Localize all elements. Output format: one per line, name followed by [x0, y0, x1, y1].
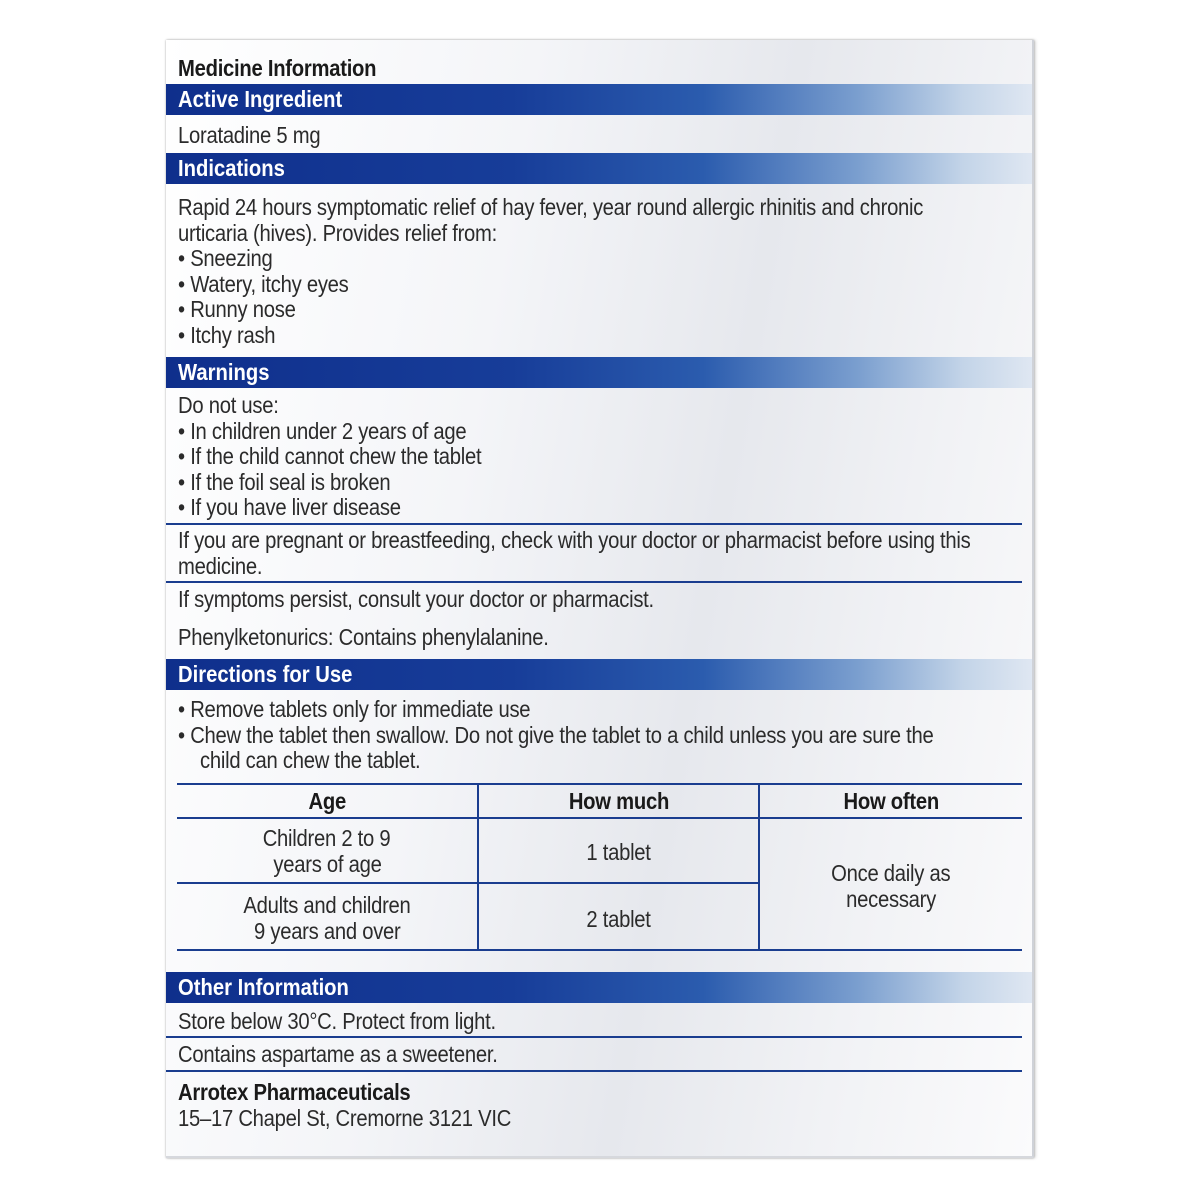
- warnings-intro: Do not use:: [178, 392, 279, 418]
- table-header-how-often: How often: [843, 788, 939, 814]
- storage-text: Store below 30°C. Protect from light.: [178, 1008, 496, 1034]
- table-rule: [177, 949, 1022, 951]
- active-ingredient-heading: Active Ingredient: [178, 86, 343, 112]
- table-cell-frequency: Once daily as necessary: [831, 860, 951, 912]
- table-rule: [177, 882, 758, 884]
- directions-bullet-continuation: child can chew the tablet.: [200, 747, 421, 773]
- bullet-glyph: •: [178, 468, 185, 495]
- indications-bullet: [178, 246, 272, 272]
- table-rule: [177, 783, 1022, 785]
- sweetener-text: Contains aspartame as a sweetener.: [178, 1041, 498, 1067]
- phenylketonurics-text: Phenylketonurics: Contains phenylalanine.: [178, 624, 549, 650]
- warnings-bullet: [178, 444, 481, 470]
- section-divider: [166, 581, 1022, 583]
- directions-bullet: [178, 723, 933, 749]
- warnings-bullet: [178, 419, 466, 445]
- active-ingredient-text: Loratadine 5 mg: [178, 122, 321, 148]
- warnings-header: [166, 357, 1032, 388]
- bullet-glyph: •: [178, 494, 185, 520]
- indication-item: Itchy rash: [190, 321, 276, 348]
- table-rule: [177, 817, 1022, 819]
- table-header-age: Age: [308, 788, 346, 814]
- section-divider: [166, 1070, 1022, 1072]
- directions-heading: Directions for Use: [178, 661, 353, 687]
- bullet-glyph: •: [178, 270, 185, 297]
- table-cell-age: Children 2 to 9 years of age: [263, 825, 391, 877]
- warning-item: If you have liver disease: [190, 494, 401, 520]
- active-ingredient-header: [166, 84, 1032, 115]
- bullet-glyph: •: [178, 721, 185, 748]
- bullet-glyph: •: [178, 696, 185, 722]
- warnings-heading: Warnings: [178, 359, 270, 385]
- indications-heading: Indications: [178, 155, 285, 181]
- medicine-information-panel: [166, 40, 1034, 1158]
- manufacturer-name: Arrotex Pharmaceuticals: [178, 1079, 411, 1105]
- bullet-glyph: •: [178, 417, 185, 444]
- table-cell-amount: 2 tablet: [586, 906, 651, 932]
- indication-item: Watery, itchy eyes: [190, 270, 349, 297]
- indication-item: Runny nose: [190, 296, 296, 322]
- other-information-heading: Other Information: [178, 974, 349, 1000]
- section-divider: [166, 523, 1022, 525]
- indications-text-line2: urticaria (hives). Provides relief from:: [178, 219, 497, 246]
- indications-text-line1: Rapid 24 hours symptomatic relief of hay fever, year round allergic rhinitis and chronic: [178, 194, 924, 220]
- table-cell-age: Adults and children 9 years and over: [243, 892, 411, 944]
- warning-item: If the foil seal is broken: [190, 468, 391, 495]
- warnings-bullet: [178, 495, 401, 521]
- indication-item: Sneezing: [190, 245, 273, 271]
- bullet-glyph: •: [178, 443, 185, 469]
- table-cell-amount: 1 tablet: [586, 839, 651, 865]
- bullet-glyph: •: [178, 245, 185, 271]
- directions-header: [166, 659, 1032, 690]
- directions-bullet: [178, 697, 530, 723]
- direction-item: Chew the tablet then swallow. Do not give the tablet to a child unless you are sure the: [190, 721, 934, 748]
- direction-item: Remove tablets only for immediate use: [190, 696, 531, 722]
- warning-item: In children under 2 years of age: [190, 417, 467, 444]
- section-divider: [166, 1036, 1022, 1038]
- indications-header: [166, 153, 1032, 184]
- warning-item: If the child cannot chew the tablet: [190, 443, 482, 469]
- manufacturer-address: 15–17 Chapel St, Cremorne 3121 VIC: [178, 1105, 512, 1131]
- table-header-how-much: How much: [568, 788, 669, 814]
- symptoms-persist-text: If symptoms persist, consult your doctor or pharmacist.: [178, 586, 654, 612]
- indications-bullet: [178, 272, 349, 298]
- indications-bullet: [178, 323, 275, 349]
- pregnancy-warning-line1: If you are pregnant or breastfeeding, check with your doctor or pharmacist before using this: [178, 527, 971, 553]
- bullet-glyph: •: [178, 321, 185, 348]
- bullet-glyph: •: [178, 296, 185, 322]
- indications-bullet: [178, 297, 296, 323]
- other-information-header: [166, 972, 1032, 1003]
- panel-title: Medicine Information: [178, 55, 377, 81]
- pregnancy-warning-line2: medicine.: [178, 552, 263, 579]
- warnings-bullet: [178, 470, 390, 496]
